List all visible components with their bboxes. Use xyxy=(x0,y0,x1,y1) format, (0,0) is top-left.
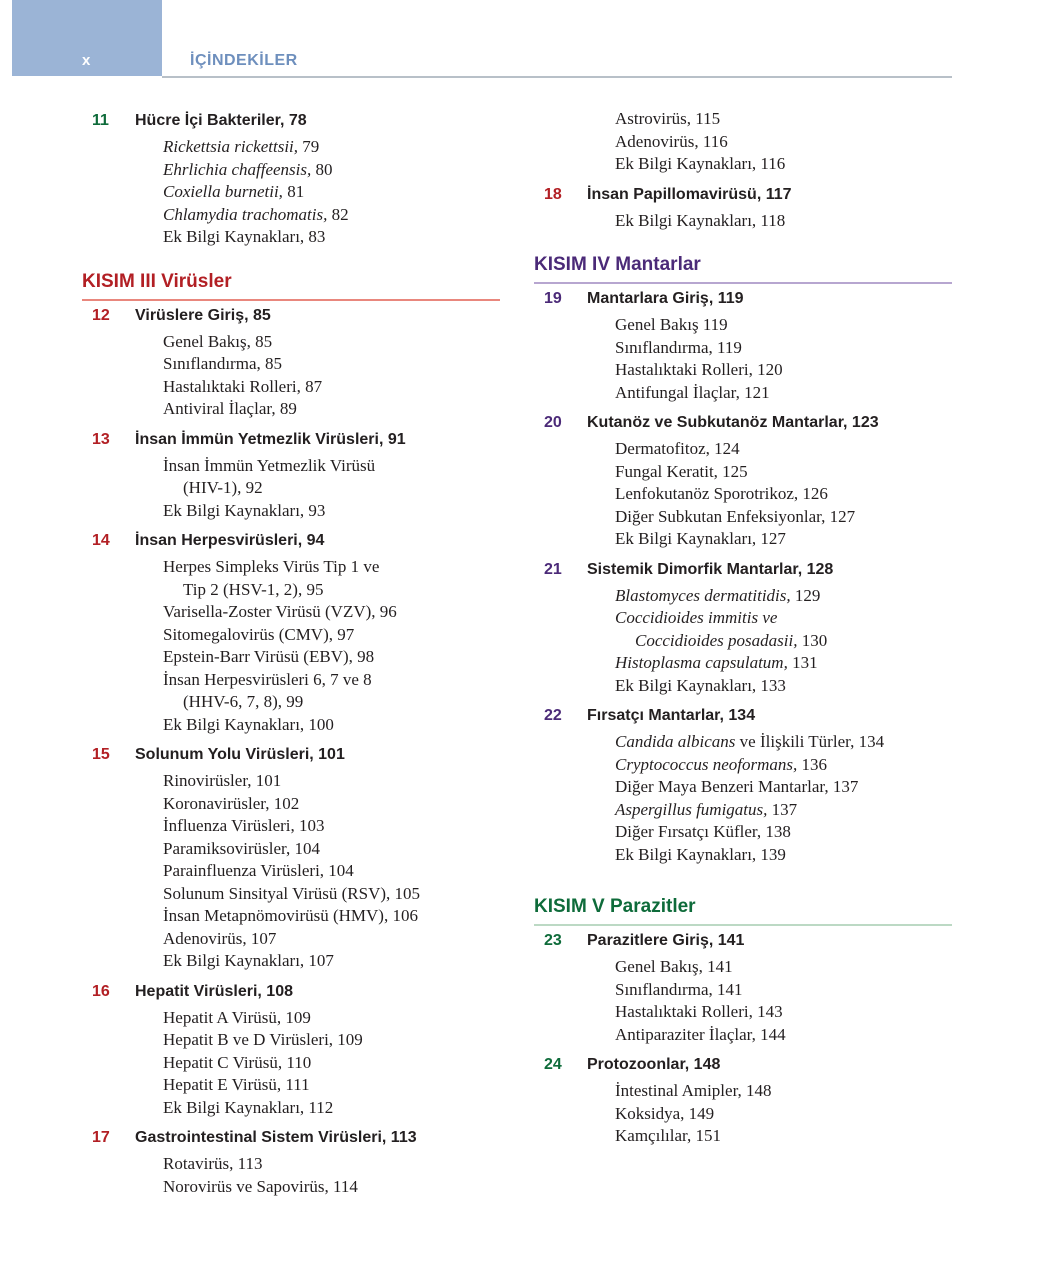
toc-entry[interactable]: Aspergillus fumigatus, 137 xyxy=(615,799,798,819)
chapter-14 xyxy=(82,532,502,736)
part-label: KISIM III Virüsler xyxy=(82,270,232,292)
chapter-number: 22 xyxy=(544,707,562,724)
toc-entry[interactable]: Ek Bilgi Kaynakları, 83 xyxy=(163,227,326,246)
chapter-title[interactable]: Hepatit Virüsleri, 108 xyxy=(135,982,293,1000)
toc-entry[interactable]: Adenovirüs, 107 xyxy=(163,928,277,948)
toc-entry[interactable]: İnsan Metapnömovirüsü (HMV), 106 xyxy=(163,906,418,925)
toc-entry[interactable]: Astrovirüs, 115 xyxy=(615,109,721,128)
chapter-21 xyxy=(534,561,954,698)
toc-entry[interactable]: İnsan Herpesvirüsleri 6, 7 ve 8 (HHV-6, 7, 8), 99 xyxy=(163,669,372,711)
chapter-title[interactable]: İnsan Papillomavirüsü, 117 xyxy=(587,185,792,203)
toc-entry[interactable]: Coccidioides immitis ve Coccidioides posadasii, 130 xyxy=(615,608,828,650)
toc-right-column xyxy=(534,108,954,1158)
toc-entry[interactable]: Norovirüs ve Sapovirüs, 114 xyxy=(163,1176,358,1196)
chapter-number: 17 xyxy=(92,1129,110,1146)
chapter-number: 11 xyxy=(92,112,109,129)
chapter-number: 24 xyxy=(544,1056,562,1073)
chapter-title[interactable]: Mantarlara Giriş, 119 xyxy=(587,290,744,307)
chapter-title[interactable]: İnsan Herpesvirüsleri, 94 xyxy=(135,532,325,549)
chapter-title[interactable]: Parazitlere Giriş, 141 xyxy=(587,932,745,949)
toc-entry[interactable]: Histoplasma capsulatum, 131 xyxy=(615,653,818,672)
toc-entry[interactable]: Genel Bakış, 141 xyxy=(615,957,733,976)
toc-entry[interactable]: Coxiella burnetii, 81 xyxy=(163,182,305,201)
part-label: KISIM IV Mantarlar xyxy=(534,254,701,275)
toc-entry[interactable]: Hepatit E Virüsü, 111 xyxy=(163,1075,310,1094)
toc-entry[interactable]: Adenovirüs, 116 xyxy=(615,131,728,151)
part-4-heading xyxy=(534,254,954,282)
toc-entry[interactable]: Blastomyces dermatitidis, 129 xyxy=(615,585,821,605)
toc-entry[interactable]: Rinovirüsler, 101 xyxy=(163,771,282,790)
chapter-22 xyxy=(534,707,954,866)
toc-entry[interactable]: Ek Bilgi Kaynakları, 107 xyxy=(163,951,334,970)
part-label: KISIM V Parazitler xyxy=(534,896,696,917)
toc-entry[interactable]: Varisella-Zoster Virüsü (VZV), 96 xyxy=(163,602,397,621)
toc-entry[interactable]: Koronavirüsler, 102 xyxy=(163,793,300,813)
toc-entry[interactable]: Ek Bilgi Kaynakları, 127 xyxy=(615,529,786,548)
chapter-19 xyxy=(534,290,954,404)
chapter-number: 16 xyxy=(92,982,110,1000)
chapter-title[interactable]: Solunum Yolu Virüsleri, 101 xyxy=(135,746,345,763)
chapter-number: 13 xyxy=(92,430,110,448)
toc-entry[interactable]: Herpes Simpleks Virüs Tip 1 ve Tip 2 (HSV-1, 2), 95 xyxy=(163,557,380,599)
toc-entry[interactable]: Antifungal İlaçlar, 121 xyxy=(615,382,770,402)
chapter-24 xyxy=(534,1056,954,1148)
toc-entry[interactable]: Hastalıktaki Rolleri, 143 xyxy=(615,1002,783,1021)
toc-entry[interactable]: Rotavirüs, 113 xyxy=(163,1154,263,1173)
chapter-13 xyxy=(82,431,502,523)
chapter-title[interactable]: İnsan İmmün Yetmezlik Virüsleri, 91 xyxy=(135,430,406,448)
toc-entry[interactable]: Chlamydia trachomatis, 82 xyxy=(163,204,349,224)
toc-entry[interactable]: Ek Bilgi Kaynakları, 93 xyxy=(163,500,326,520)
part-rule xyxy=(82,299,500,301)
chapter-title[interactable]: Kutanöz ve Subkutanöz Mantarlar, 123 xyxy=(587,414,879,431)
chapter-title[interactable]: Fırsatçı Mantarlar, 134 xyxy=(587,707,756,724)
toc-entry[interactable]: Diğer Fırsatçı Küfler, 138 xyxy=(615,822,791,841)
chapter-number: 12 xyxy=(92,306,110,324)
toc-entry[interactable]: Genel Bakış, 85 xyxy=(163,331,273,351)
toc-entry[interactable]: İnfluenza Virüsleri, 103 xyxy=(163,816,325,835)
chapter-number: 20 xyxy=(544,414,562,431)
toc-entry[interactable]: Paramiksovirüsler, 104 xyxy=(163,838,321,858)
toc-entry[interactable]: Sınıflandırma, 85 xyxy=(163,354,282,373)
part-rule xyxy=(534,924,952,926)
page-number: x xyxy=(82,52,91,69)
toc-entry[interactable]: Hepatit B ve D Virüsleri, 109 xyxy=(163,1030,363,1049)
running-header-title: İÇİNDEKİLER xyxy=(190,52,298,69)
toc-entry[interactable]: Sitomegalovirüs (CMV), 97 xyxy=(163,624,355,644)
chapter-title[interactable]: Gastrointestinal Sistem Virüsleri, 113 xyxy=(135,1129,417,1146)
toc-entry[interactable]: Parainfluenza Virüsleri, 104 xyxy=(163,861,354,880)
toc-entry[interactable]: Genel Bakış 119 xyxy=(615,315,728,334)
chapter-17 xyxy=(82,1129,502,1198)
toc-entry[interactable]: Hepatit C Virüsü, 110 xyxy=(163,1052,312,1072)
chapter-16 xyxy=(82,983,502,1120)
toc-entry[interactable]: İntestinal Amipler, 148 xyxy=(615,1081,772,1100)
toc-entry[interactable]: Sınıflandırma, 141 xyxy=(615,979,743,999)
toc-left-column xyxy=(82,112,502,1208)
chapter-title[interactable]: Virüslere Giriş, 85 xyxy=(135,306,271,324)
chapter-number: 18 xyxy=(544,185,562,203)
chapter-title[interactable]: Sistemik Dimorfik Mantarlar, 128 xyxy=(587,560,834,578)
toc-entry[interactable]: Cryptococcus neoformans, 136 xyxy=(615,754,828,774)
chapter-number: 19 xyxy=(544,290,562,307)
part-rule xyxy=(534,282,952,284)
chapter-title[interactable]: Protozoonlar, 148 xyxy=(587,1056,721,1073)
toc-entry[interactable]: Hastalıktaki Rolleri, 120 xyxy=(615,360,783,379)
chapter-12 xyxy=(82,307,502,421)
chapter-title[interactable]: Hücre İçi Bakteriler, 78 xyxy=(135,112,307,129)
part-5-heading xyxy=(534,896,954,924)
toc-entry[interactable]: Sınıflandırma, 119 xyxy=(615,337,742,357)
toc-entry[interactable]: Koksidya, 149 xyxy=(615,1103,715,1123)
toc-entry[interactable]: Ek Bilgi Kaynakları, 116 xyxy=(615,154,786,173)
toc-entry[interactable]: İnsan İmmün Yetmezlik Virüsü (HIV-1), 92 xyxy=(163,455,376,497)
toc-entry[interactable]: Diğer Subkutan Enfeksiyonlar, 127 xyxy=(615,506,856,526)
chapter-20 xyxy=(534,414,954,551)
chapter-11 xyxy=(82,112,502,249)
chapter-23 xyxy=(534,932,954,1046)
toc-entry[interactable]: Antiparaziter İlaçlar, 144 xyxy=(615,1024,786,1044)
toc-entry[interactable]: Epstein-Barr Virüsü (EBV), 98 xyxy=(163,647,375,666)
toc-entry[interactable]: Solunum Sinsityal Virüsü (RSV), 105 xyxy=(163,883,421,903)
chapter-number: 23 xyxy=(544,932,562,949)
toc-entry[interactable]: Candida albicans ve İlişkili Türler, 134 xyxy=(615,732,885,751)
toc-entry[interactable]: Fungal Keratit, 125 xyxy=(615,461,748,481)
toc-entry[interactable]: Kamçılılar, 151 xyxy=(615,1126,722,1145)
toc-entry[interactable]: Ek Bilgi Kaynakları, 139 xyxy=(615,844,786,864)
toc-entry[interactable]: Diğer Maya Benzeri Mantarlar, 137 xyxy=(615,777,859,796)
toc-entry[interactable]: Ek Bilgi Kaynakları, 100 xyxy=(163,714,334,734)
chapter-15 xyxy=(82,746,502,973)
toc-entry[interactable]: Ek Bilgi Kaynakları, 118 xyxy=(615,210,786,230)
toc-entry[interactable]: Hastalıktaki Rolleri, 87 xyxy=(163,376,323,396)
toc-entry[interactable]: Dermatofitoz, 124 xyxy=(615,439,740,458)
chapter-number: 15 xyxy=(92,746,110,763)
toc-entry[interactable]: Lenfokutanöz Sporotrikoz, 126 xyxy=(615,484,828,503)
toc-entry[interactable]: Hepatit A Virüsü, 109 xyxy=(163,1007,311,1027)
toc-entry[interactable]: Antiviral İlaçlar, 89 xyxy=(163,399,297,418)
toc-entry[interactable]: Ek Bilgi Kaynakları, 112 xyxy=(163,1097,334,1117)
chapter-18 xyxy=(534,186,954,233)
toc-entry[interactable]: Rickettsia rickettsii, 79 xyxy=(163,137,320,156)
header-rule xyxy=(162,76,952,78)
toc-entry[interactable]: Ek Bilgi Kaynakları, 133 xyxy=(615,675,786,695)
part-3-heading xyxy=(82,271,502,299)
chapter-number: 14 xyxy=(92,532,110,549)
chapter-number: 21 xyxy=(544,560,562,578)
chapter-17-continued xyxy=(534,108,954,176)
toc-entry[interactable]: Ehrlichia chaffeensis, 80 xyxy=(163,159,333,179)
